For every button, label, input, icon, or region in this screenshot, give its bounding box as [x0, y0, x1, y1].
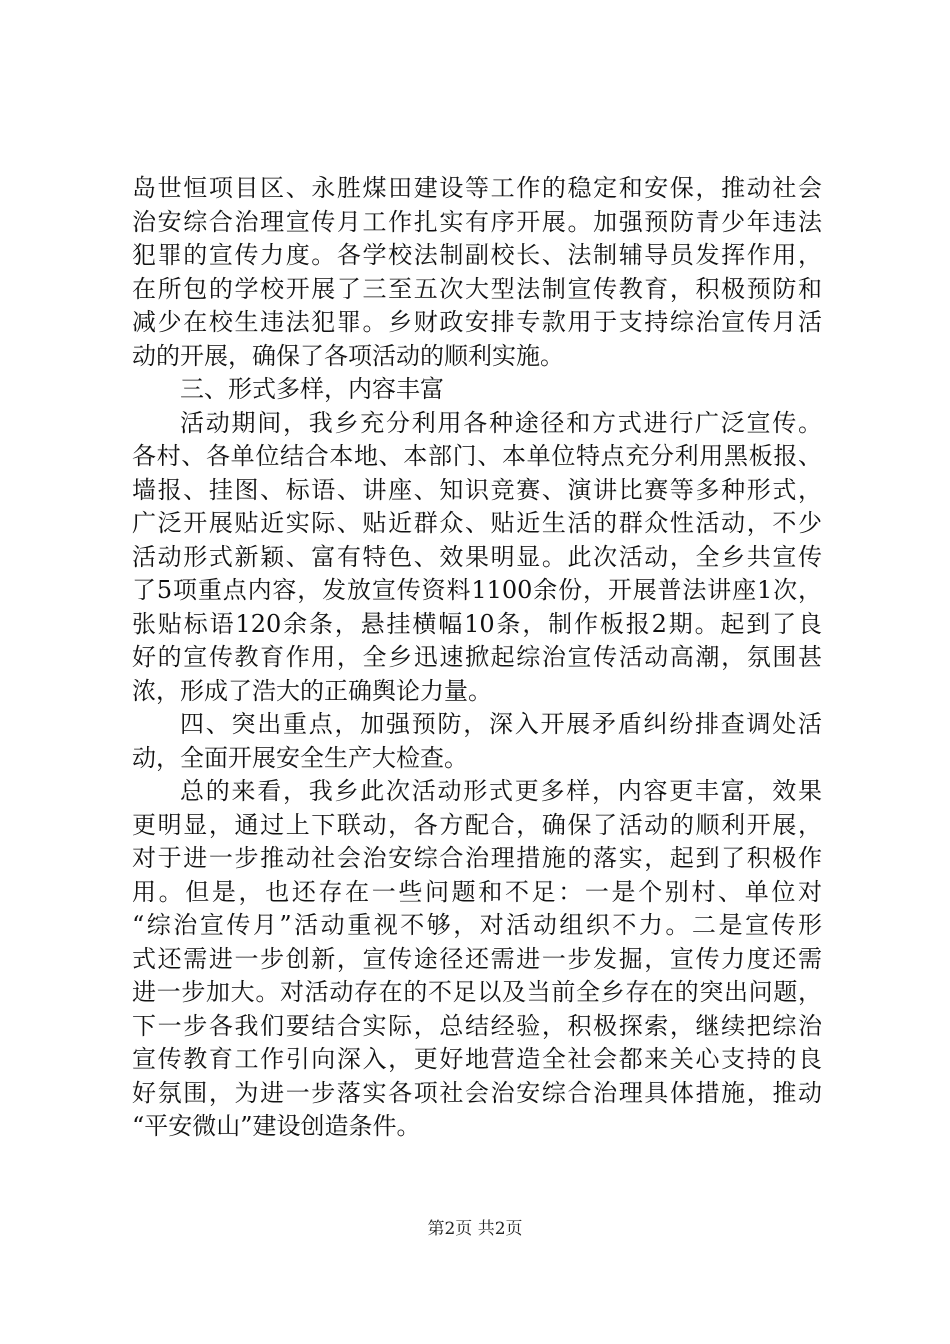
- text-line: 好氛围，为进一步落实各项社会治安综合治理具体措施，推动: [132, 1078, 822, 1107]
- text-line: 治安综合治理宣传月工作扎实有序开展。加强预防青少年违法: [132, 207, 822, 236]
- text-line: 活动形式新颖、富有特色、效果明显。此次活动，全乡共宣传: [132, 542, 822, 571]
- text-line: 三、形式多样，内容丰富: [180, 375, 444, 403]
- text-line: 广泛开展贴近实际、贴近群众、贴近生活的群众性活动，不少: [132, 509, 822, 537]
- text-line: 动，全面开展安全生产大检查。: [132, 743, 468, 772]
- text-line: 张贴标语120余条，悬挂横幅10条，制作板报2期。起到了良: [132, 609, 822, 638]
- text-line: 在所包的学校开展了三至五次大型法制宣传教育，积极预防和: [132, 274, 822, 303]
- text-line: 减少在校生违法犯罪。乡财政安排专款用于支持综治宣传月活: [132, 308, 822, 336]
- text-line: 更明显，通过上下联动，各方配合，确保了活动的顺利开展，: [132, 810, 822, 839]
- text-line: 进一步加大。对活动存在的不足以及当前全乡存在的突出问题，: [132, 978, 822, 1006]
- text-line: “综治宣传月”活动重视不够，对活动组织不力。二是宣传形: [132, 911, 822, 939]
- text-line: 总的来看，我乡此次活动形式更多样，内容更丰富，效果: [180, 777, 822, 805]
- page-number-footer: 第2页 共2页: [427, 1219, 523, 1239]
- text-line: 四、突出重点，加强预防，深入开展矛盾纠纷排查调处活: [180, 710, 822, 738]
- document-body: [132, 172, 822, 1144]
- text-line: 对于进一步推动社会治安综合治理措施的落实，起到了积极作: [132, 844, 822, 872]
- text-line: 岛世恒项目区、永胜煤田建设等工作的稳定和安保，推动社会: [132, 174, 822, 202]
- text-line: 墙报、挂图、标语、讲座、知识竞赛、演讲比赛等多种形式，: [132, 475, 822, 504]
- text-line: 动的开展，确保了各项活动的顺利实施。: [132, 341, 564, 370]
- text-line: 好的宣传教育作用，全乡迅速掀起综治宣传活动高潮，氛围甚: [132, 643, 822, 671]
- text-line: 了5项重点内容，发放宣传资料1100余份，开展普法讲座1次，: [132, 576, 822, 604]
- text-line: 活动期间，我乡充分利用各种途径和方式进行广泛宣传。: [180, 408, 822, 437]
- text-line: 式还需进一步创新，宣传途径还需进一步发掘，宣传力度还需: [132, 944, 822, 973]
- text-line: 用。但是，也还存在一些问题和不足：一是个别村、单位对: [132, 877, 822, 906]
- text-line: 犯罪的宣传力度。各学校法制副校长、法制辅导员发挥作用，: [132, 241, 822, 269]
- text-line: 下一步各我们要结合实际，总结经验，积极探索，继续把综治: [132, 1011, 822, 1040]
- text-line: 各村、各单位结合本地、本部门、本单位特点充分利用黑板报、: [132, 442, 822, 470]
- text-line: “平安微山”建设创造条件。: [132, 1112, 421, 1140]
- text-line: 浓，形成了浩大的正确舆论力量。: [132, 676, 492, 705]
- text-line: 宣传教育工作引向深入，更好地营造全社会都来关心支持的良: [132, 1045, 822, 1073]
